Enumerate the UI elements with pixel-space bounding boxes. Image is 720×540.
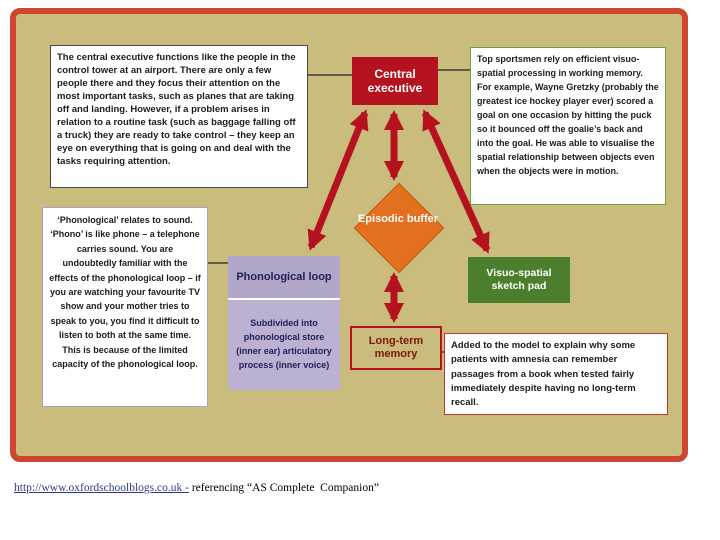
central-executive-note: The central executive functions like the people in the control tower at an airport. There are only a few people there and they focus their attention on the most important tasks, such as planes that are taking off and landing. However, if a problem arises in relation to a routine task (such as baggage falling off a truck) they are ready to take control – they keep an eye on everything that is going on and deal with the tasks requiring attention. [50, 45, 308, 188]
source-reference [14, 482, 379, 494]
visuo-spatial-note: Top sportsmen rely on efficient visuo-spatial processing in working memory. For example, Wayne Gretzky (probably the greatest ice hockey player ever) scored a goal on one occasion by hitting the puck so it bounced off the goalie’s back and into the goal. He was able to visualise the spatial relationship between objects even when the objects were in motion. [470, 47, 666, 205]
reference-text: referencing “AS Complete Companion” [188, 482, 379, 494]
long-term-memory-node: Long-term memory [350, 326, 442, 370]
working-memory-model-slide [10, 8, 688, 462]
phonological-loop-subdivision: Subdivided into phonological store (inner ear) articulatory process (inner voice) [228, 298, 340, 390]
phonological-loop-node: Phonological loop [228, 256, 340, 298]
oxford-school-blogs-link[interactable]: http://www.oxfordschoolblogs.co.uk - [14, 482, 189, 494]
long-term-note: Added to the model to explain why some patients with amnesia can remember passages from a book when tested fairly immediately despite having no long-term recall. [444, 333, 668, 415]
episodic-buffer-label: Episodic buffer [357, 213, 439, 225]
central-executive-node: Central executive [352, 57, 438, 105]
visuo-spatial-sketchpad-node: Visuo-spatial sketch pad [468, 257, 570, 303]
phonological-note: ‘Phonological’ relates to sound. ‘Phono’ is like phone – a telephone carries sound. You are undoubtedly familiar with the effects of the phonological loop – if you are watching your favourite TV show and your mother tries to speak to you, you find it difficult to listen to both at the same time. This is because of the limited capacity of the phonological loop. [42, 207, 208, 407]
